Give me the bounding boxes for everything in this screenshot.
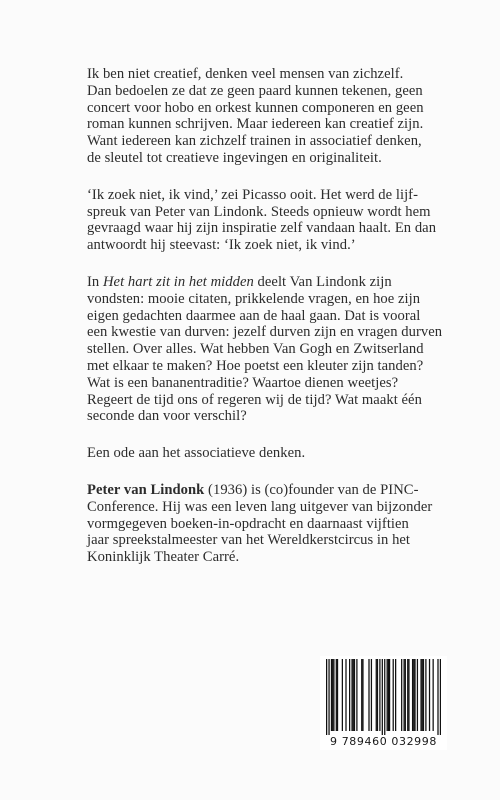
text-line: Koninklijk Theater Carré. [87, 549, 240, 566]
text-line: een kwestie van durven: jezelf durven zijn en vragen durven [87, 324, 443, 341]
barcode-bar [368, 659, 369, 731]
barcode-bar [429, 659, 430, 731]
author-name: Peter van Lindonk [87, 481, 205, 498]
text-line: spreuk van Peter van Lindonk. Steeds opnieuw wordt hem [87, 203, 431, 220]
paragraph-book-description [87, 273, 443, 425]
barcode-bar [336, 659, 337, 731]
barcode-bar [393, 659, 394, 731]
barcode-bar [408, 659, 409, 731]
barcode-bar [333, 659, 334, 731]
text-line: Want iedereen kan zichzelf trainen in associatief denken, [87, 133, 422, 150]
text-line: Conference. Hij was een leven lang uitgever van bijzonder [87, 498, 433, 515]
isbn-number: 9 789460 032998 [330, 735, 437, 748]
text-line: ‘Ik zoek niet, ik vind,’ zei Picasso ooit. Het werd de lijf- [87, 186, 418, 203]
book-title: Het hart zit in het midden [102, 273, 254, 290]
text-line: Wat is een bananentraditie? Waartoe dienen weetjes? [87, 374, 399, 391]
barcode-bar [354, 659, 355, 731]
barcode-bar [423, 659, 424, 731]
text-line: antwoordt hij steevast: ‘Ik zoek niet, ik vind.’ [87, 237, 356, 254]
paragraph-intro [87, 66, 432, 167]
barcode-bar [377, 659, 378, 731]
barcode-bar [379, 659, 380, 731]
text-line: de sleutel tot creatieve ingevingen en originaliteit. [87, 149, 382, 166]
text-line: jaar spreekstalmeester van het Wereldkerstcircus in het [87, 532, 411, 549]
text-line: vormgegeven boeken-in-opdracht en daarnaast vijftien [87, 515, 409, 532]
barcode-bar [425, 659, 426, 731]
barcode-bar [382, 659, 383, 735]
barcode-bar [401, 659, 402, 731]
text-line: gevraagd waar hij zijn inspiratie zelf vandaan haalt. En dan [87, 220, 437, 237]
barcode-bar [413, 659, 414, 731]
barcode-bar [405, 659, 406, 731]
text-line: Regeert de tijd ons of regeren wij de tijd? Wat maakt één [87, 391, 422, 408]
text-fragment: In [87, 273, 103, 290]
barcode-bar [356, 659, 357, 731]
text-line: roman kunnen schrijven. Maar iedereen kan creatief zijn. [87, 116, 424, 133]
barcode-bar [345, 659, 346, 731]
barcode-bar [412, 659, 413, 731]
barcode-bar [389, 659, 390, 731]
barcode-bar [420, 659, 421, 731]
text-line: concert voor hobo en orkest kunnen componeren en geen [87, 99, 424, 116]
barcode-bar [371, 659, 372, 731]
barcode-bar [417, 659, 418, 731]
barcode-bar [407, 659, 408, 731]
author-bio [87, 482, 432, 566]
barcode-bar [331, 659, 332, 731]
text-line-with-title [87, 274, 432, 291]
barcode-bar [326, 659, 327, 735]
text-line: vondsten: mooie citaten, prikkelende vragen, en hoe zijn [87, 290, 421, 307]
text-fragment: (1936) is (co)founder van de PINC- [204, 481, 419, 498]
paragraph-ode [87, 445, 432, 462]
barcode-bar [353, 659, 354, 731]
text-line: Ik ben niet creatief, denken veel mensen van zichzelf. [87, 66, 404, 82]
text-line: seconde dan voor verschil? [87, 408, 247, 425]
barcode-bar [384, 659, 385, 735]
text-line: Dan bedoelen ze dat ze geen paard kunnen tekenen, geen [87, 82, 423, 99]
isbn-barcode [320, 656, 447, 750]
barcode-bar [437, 659, 438, 735]
paragraph-picasso-quote [87, 186, 437, 254]
barcode-bar [376, 659, 377, 731]
barcode-bar [387, 659, 388, 731]
barcode-bar [361, 659, 362, 731]
barcode-bar [332, 659, 333, 731]
barcode-bar [342, 659, 343, 731]
barcode-bars [326, 659, 441, 735]
barcode-bar [351, 659, 352, 731]
text-line-with-name [87, 482, 432, 499]
text-line: stellen. Over alles. Wat hebben Van Gogh en Zwitserland [87, 341, 424, 358]
barcode-bar [388, 659, 389, 731]
barcode-bar [440, 659, 441, 735]
barcode-bar [403, 659, 404, 731]
barcode-bar [433, 659, 434, 731]
barcode-bar [337, 659, 338, 731]
text-fragment: deelt Van Lindonk zijn [253, 273, 392, 290]
barcode-bar [395, 659, 396, 731]
text-line: met elkaar te maken? Hoe poetst een kleuter zijn tanden? [87, 357, 424, 374]
blurb-text [87, 66, 443, 586]
text-line: eigen gedachten daarmee aan de haal gaan. Dat is vooral [87, 307, 421, 324]
barcode-bar [422, 659, 423, 731]
barcode-bar [414, 659, 415, 731]
barcode-bar [349, 659, 350, 731]
barcode-bar [362, 659, 363, 731]
barcode-bar [328, 659, 329, 735]
text-line: Een ode aan het associatieve denken. [87, 445, 306, 462]
